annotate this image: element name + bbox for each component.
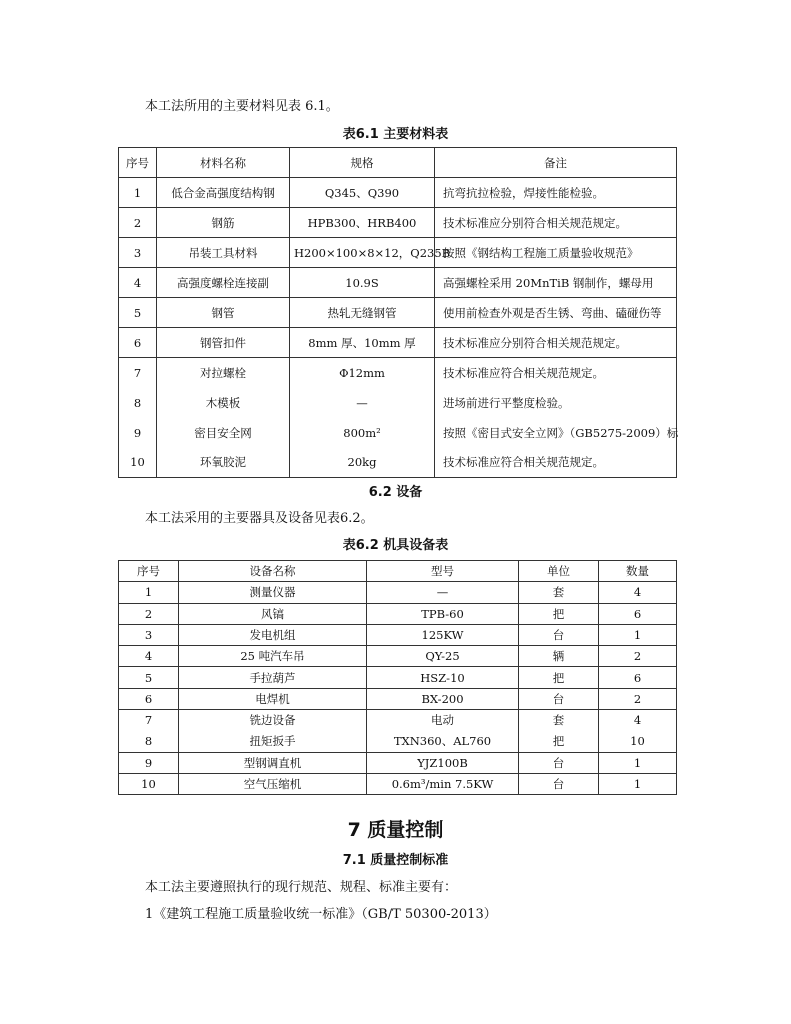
table-cell: 8mm 厚、10mm 厚 xyxy=(290,328,435,358)
table-row xyxy=(119,667,677,688)
table-cell: 套 xyxy=(519,710,599,731)
table-row xyxy=(119,238,677,268)
table-cell: 3 xyxy=(119,624,179,645)
table-cell: 4 xyxy=(119,646,179,667)
table-cell: 1 xyxy=(119,178,157,208)
table-cell: 技术标准应符合相关规范规定。 xyxy=(435,358,677,388)
table-header-row xyxy=(119,561,677,582)
table-cell: 0.6m³/min 7.5KW xyxy=(367,773,519,794)
table-cell: 4 xyxy=(599,710,677,731)
column-header: 规格 xyxy=(290,148,435,178)
table-cell: 技术标准应分别符合相关规范规定。 xyxy=(435,328,677,358)
table-cell: 手拉葫芦 xyxy=(179,667,367,688)
table-cell: 25 吨汽车吊 xyxy=(179,646,367,667)
table-cell: HSZ-10 xyxy=(367,667,519,688)
column-header: 材料名称 xyxy=(157,148,290,178)
table-row xyxy=(119,582,677,603)
table-row xyxy=(119,646,677,667)
table-row xyxy=(119,328,677,358)
table-row xyxy=(119,268,677,298)
table-row xyxy=(119,773,677,794)
table-cell: 抗弯抗拉检验，焊接性能检验。 xyxy=(435,178,677,208)
table-cell: 辆 xyxy=(519,646,599,667)
table-cell: 2 xyxy=(119,208,157,238)
table-cell: 3 xyxy=(119,238,157,268)
table-header-row xyxy=(119,148,677,178)
table-cell: 电焊机 xyxy=(179,688,367,709)
table-cell: Q345、Q390 xyxy=(290,178,435,208)
table-cell: 高强度螺栓连接副 xyxy=(157,268,290,298)
table-cell: 2 xyxy=(599,646,677,667)
table-cell: 1 xyxy=(599,773,677,794)
table-cell: QY-25 xyxy=(367,646,519,667)
table-cell: 使用前检查外观是否生锈、弯曲、磕碰伤等 xyxy=(435,298,677,328)
table-cell: HPB300、HRB400 xyxy=(290,208,435,238)
table-row xyxy=(119,710,677,731)
table-cell: 8 xyxy=(119,388,157,418)
table-row xyxy=(119,208,677,238)
column-header: 备注 xyxy=(435,148,677,178)
column-header: 型号 xyxy=(367,561,519,582)
table-cell: 测量仪器 xyxy=(179,582,367,603)
table-cell: 6 xyxy=(599,603,677,624)
table-cell: 铣边设备 xyxy=(179,710,367,731)
table-cell: 把 xyxy=(519,731,599,752)
table-cell: 10.9S xyxy=(290,268,435,298)
table-cell: 9 xyxy=(119,418,157,448)
table-cell: 钢管 xyxy=(157,298,290,328)
column-header: 单位 xyxy=(519,561,599,582)
table-cell: 低合金高强度结构钢 xyxy=(157,178,290,208)
table-cell: 技术标准应分别符合相关规范规定。 xyxy=(435,208,677,238)
table-row xyxy=(119,418,677,448)
column-header: 序号 xyxy=(119,561,179,582)
table-row xyxy=(119,688,677,709)
table-cell: TPB-60 xyxy=(367,603,519,624)
table-row xyxy=(119,752,677,773)
table-cell: 台 xyxy=(519,752,599,773)
column-header: 序号 xyxy=(119,148,157,178)
table-cell: 7 xyxy=(119,710,179,731)
table-cell: 20kg xyxy=(290,448,435,478)
table-cell: 6 xyxy=(119,688,179,709)
table-cell: 型钢调直机 xyxy=(179,752,367,773)
table-cell: 800m² xyxy=(290,418,435,448)
table-row xyxy=(119,298,677,328)
intro-paragraph-6-2: 本工法采用的主要器具及设备见表6.2。 xyxy=(145,511,374,526)
table-row xyxy=(119,358,677,388)
table-cell: 1 xyxy=(119,582,179,603)
table-cell: 把 xyxy=(519,667,599,688)
table-cell: 1 xyxy=(599,624,677,645)
chapter-heading-7: 7 质量控制 xyxy=(347,819,444,841)
table-row xyxy=(119,603,677,624)
table-cell: 进场前进行平整度检验。 xyxy=(435,388,677,418)
table-cell: 10 xyxy=(599,731,677,752)
table-cell: 高强螺栓采用 20MnTiB 钢制作，螺母用 xyxy=(435,268,677,298)
table-cell: 10 xyxy=(119,448,157,478)
table-cell: 环氧胶泥 xyxy=(157,448,290,478)
table-row xyxy=(119,624,677,645)
table-cell: Φ12mm xyxy=(290,358,435,388)
table-cell: TXN360、AL760 xyxy=(367,731,519,752)
table-cell: 台 xyxy=(519,624,599,645)
table-cell: — xyxy=(290,388,435,418)
table-cell: 4 xyxy=(599,582,677,603)
table-cell: 按照《钢结构工程施工质量验收规范》 xyxy=(435,238,677,268)
table-cell: 4 xyxy=(119,268,157,298)
standard-item-1: 1《建筑工程施工质量验收统一标准》（GB/T 50300-2013） xyxy=(145,907,497,922)
table-row xyxy=(119,448,677,478)
table-cell: 10 xyxy=(119,773,179,794)
table-6-1-caption: 表6.1 主要材料表 xyxy=(342,127,449,142)
table-cell: — xyxy=(367,582,519,603)
table-cell: 木模板 xyxy=(157,388,290,418)
equipment-table xyxy=(118,560,677,795)
table-cell: 台 xyxy=(519,688,599,709)
table-cell: 对拉螺栓 xyxy=(157,358,290,388)
table-cell: YJZ100B xyxy=(367,752,519,773)
table-cell: 空气压缩机 xyxy=(179,773,367,794)
table-cell: 5 xyxy=(119,298,157,328)
section-heading-7-1: 7.1 质量控制标准 xyxy=(342,853,449,868)
table-cell: H200×100×8×12，Q235B xyxy=(290,238,435,268)
table-cell: 5 xyxy=(119,667,179,688)
table-cell: 9 xyxy=(119,752,179,773)
table-cell: 按照《密目式安全立网》（GB5275-2009）标 xyxy=(435,418,677,448)
table-cell: 6 xyxy=(119,328,157,358)
table-cell: 把 xyxy=(519,603,599,624)
table-cell: 钢筋 xyxy=(157,208,290,238)
table-cell: 扭矩扳手 xyxy=(179,731,367,752)
table-cell: 125KW xyxy=(367,624,519,645)
table-cell: 2 xyxy=(119,603,179,624)
table-row xyxy=(119,178,677,208)
table-cell: 技术标准应符合相关规范规定。 xyxy=(435,448,677,478)
materials-table xyxy=(118,147,677,478)
column-header: 数量 xyxy=(599,561,677,582)
table-cell: 电动 xyxy=(367,710,519,731)
intro-paragraph-6-1: 本工法所用的主要材料见表 6.1。 xyxy=(145,99,339,114)
table-cell: 套 xyxy=(519,582,599,603)
table-cell: 发电机组 xyxy=(179,624,367,645)
table-row xyxy=(119,388,677,418)
table-cell: 风镐 xyxy=(179,603,367,624)
table-6-2-caption: 表6.2 机具设备表 xyxy=(342,538,449,553)
table-cell: 1 xyxy=(599,752,677,773)
table-cell: BX-200 xyxy=(367,688,519,709)
table-cell: 台 xyxy=(519,773,599,794)
table-cell: 2 xyxy=(599,688,677,709)
intro-paragraph-7-1: 本工法主要遵照执行的现行规范、规程、标准主要有： xyxy=(145,880,458,895)
table-row xyxy=(119,731,677,752)
table-cell: 6 xyxy=(599,667,677,688)
table-cell: 钢管扣件 xyxy=(157,328,290,358)
table-cell: 8 xyxy=(119,731,179,752)
table-cell: 热轧无缝钢管 xyxy=(290,298,435,328)
table-cell: 7 xyxy=(119,358,157,388)
section-heading-6-2: 6.2 设备 xyxy=(368,485,423,500)
column-header: 设备名称 xyxy=(179,561,367,582)
table-cell: 密目安全网 xyxy=(157,418,290,448)
table-cell: 吊装工具材料 xyxy=(157,238,290,268)
